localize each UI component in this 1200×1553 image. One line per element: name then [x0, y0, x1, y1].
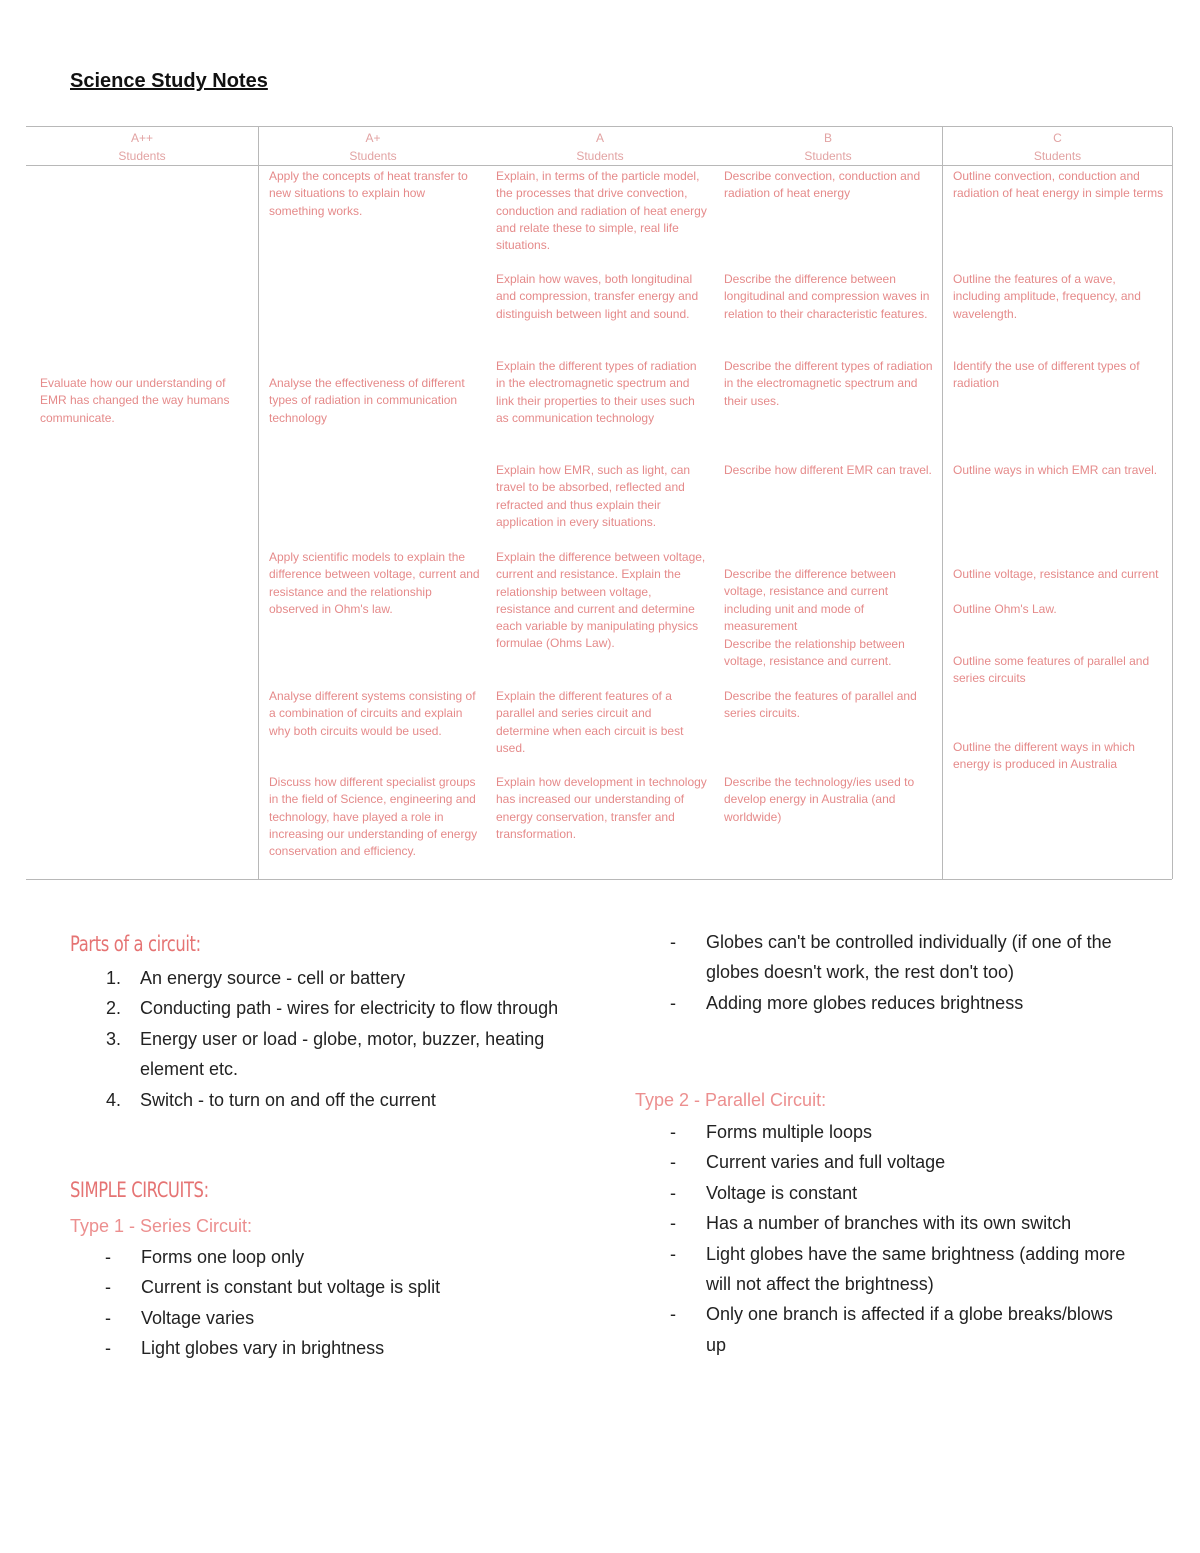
parallel-circuit-label: Type 2 - Parallel Circuit: — [635, 1090, 827, 1110]
rubric-cell: Outline voltage, resistance and current — [953, 567, 1159, 581]
rubric-cell: Outline Ohm's Law. — [953, 602, 1057, 616]
list-text: Voltage varies — [141, 1307, 255, 1328]
rubric-cell: Outline some features of parallel and series circuits — [953, 654, 1150, 686]
list-text: Energy user or load - globe, motor, buzzer, heating element etc. — [140, 1028, 545, 1080]
rubric-cell: Outline ways in which EMR can travel. — [953, 463, 1158, 477]
rubric-cell: Describe the difference between longitudinal and compression waves in relation to their characteristic features. — [724, 272, 930, 321]
rubric-cell: Explain how development in technology has increased our understanding of energy conservation, transfer and transformation. — [496, 775, 707, 841]
list-text: Current varies and full voltage — [706, 1152, 946, 1173]
rubric-table — [26, 126, 1172, 880]
dash-bullet: - — [670, 1243, 676, 1264]
list-text: Globes can't be controlled individually (if one of the globes doesn't work, the rest don't too) — [706, 932, 1112, 983]
list-item — [635, 1299, 1135, 1360]
list-text: Forms multiple loops — [706, 1122, 873, 1142]
series-list-continued — [635, 927, 1135, 1018]
list-text: An energy source - cell or battery — [140, 968, 406, 988]
rubric-cell: Apply the concepts of heat transfer to new situations to explain how something works. — [269, 169, 468, 218]
list-number: 1. — [106, 968, 122, 988]
list-text: Voltage is constant — [706, 1182, 858, 1203]
rubric-col-aplusplus — [26, 127, 258, 879]
list-number: 2. — [106, 998, 122, 1019]
list-number: 4. — [106, 1089, 122, 1110]
series-circuit-label: Type 1 - Series Circuit: — [70, 1216, 253, 1236]
list-item — [70, 993, 590, 1023]
list-text: Has a number of branches with its own switch — [706, 1213, 1072, 1234]
rubric-header-a — [486, 127, 714, 166]
rubric-cell: Analyse different systems consisting of a combination of circuits and explain why both circuits would be used. — [269, 689, 476, 738]
parts-heading: Parts of a circuit: — [70, 932, 201, 956]
simple-circuits-heading: SIMPLE CIRCUITS: — [70, 1178, 209, 1202]
list-item — [635, 1178, 1135, 1208]
rubric-col-c — [942, 127, 1173, 879]
rubric-cell: Describe the technology/ies used to develop energy in Australia (and worldwide) — [724, 775, 915, 824]
list-item — [635, 988, 1135, 1018]
header-sub: Students — [804, 149, 852, 163]
list-text: Switch - to turn on and off the current — [140, 1089, 436, 1110]
rubric-cell: Explain how waves, both longitudinal and compression, transfer energy and distinguish between light and sound. — [496, 272, 699, 321]
series-list — [70, 1242, 590, 1364]
list-item — [70, 1272, 590, 1302]
list-text: Only one branch is affected if a globe breaks/blows up — [706, 1304, 1113, 1355]
dash-bullet: - — [105, 1338, 111, 1359]
header-grade: A+ — [365, 131, 381, 145]
rubric-cell: Outline the features of a wave, including amplitude, frequency, and wavelength. — [953, 272, 1141, 321]
rubric-cell: Outline the different ways in which energy is produced in Australia — [953, 740, 1135, 772]
dash-bullet: - — [670, 1304, 676, 1325]
rubric-cell: Describe convection, conduction and radiation of heat energy — [724, 169, 921, 201]
rubric-cell: Explain the different features of a parallel and series circuit and determine when each circuit is best used. — [496, 689, 684, 755]
rubric-cell: Apply scientific models to explain the difference between voltage, current and resistance and the relationship observed in Ohm's law. — [269, 550, 480, 616]
rubric-cell: Explain how EMR, such as light, can travel to be absorbed, reflected and refracted and thus explain their application in every situations. — [496, 463, 691, 529]
dash-bullet: - — [670, 1213, 676, 1234]
rubric-col-a — [486, 127, 714, 879]
list-item — [70, 963, 590, 993]
dash-bullet: - — [670, 1182, 676, 1203]
rubric-cell: Describe the different types of radiation in the electromagnetic spectrum and their uses. — [724, 359, 933, 408]
rubric-col-aplus — [258, 127, 487, 879]
rubric-col-b — [714, 127, 942, 879]
dash-bullet: - — [670, 932, 676, 952]
rubric-cell: Outline convection, conduction and radiation of heat energy in simple terms — [953, 169, 1164, 201]
parallel-list — [635, 1117, 1135, 1360]
list-text: Light globes have the same brightness (adding more will not affect the brightness) — [706, 1243, 1126, 1295]
rubric-header-aplus — [259, 127, 487, 166]
header-grade: A++ — [130, 131, 154, 145]
rubric-cell: Discuss how different specialist groups in the field of Science, engineering and technology, have played a role in increasing our understanding of energy conservation and efficiency. — [269, 775, 478, 859]
parts-list — [70, 963, 590, 1115]
header-sub: Students — [576, 149, 624, 163]
list-number: 3. — [106, 1028, 122, 1049]
list-item — [635, 1147, 1135, 1177]
header-sub: Students — [1033, 149, 1082, 163]
dash-bullet: - — [105, 1277, 111, 1298]
page-title: Science Study Notes — [70, 70, 268, 92]
rubric-cell: Explain the difference between voltage, current and resistance. Explain the relationship between voltage, resistance and current and determine each variable by manipulating physics formulae (Ohms Law). — [496, 550, 706, 651]
list-item — [635, 1239, 1135, 1300]
rubric-cell: Explain the different types of radiation in the electromagnetic spectrum and link their properties to their uses such as communication technology — [496, 359, 697, 425]
header-grade: B — [823, 131, 832, 145]
rubric-cell: Evaluate how our understanding of EMR has changed the way humans communicate. — [40, 376, 230, 425]
list-text: Conducting path - wires for electricity to flow through — [140, 998, 559, 1019]
rubric-cell: Describe the features of parallel and series circuits. — [724, 689, 917, 721]
list-text: Light globes vary in brightness — [141, 1338, 385, 1359]
header-sub: Students — [349, 149, 397, 163]
header-sub: Students — [118, 149, 166, 163]
rubric-cell: Describe the relationship between voltage, resistance and current. — [724, 637, 905, 669]
list-text: Current is constant but voltage is split — [141, 1277, 441, 1298]
rubric-header-c — [943, 127, 1172, 166]
rubric-header-aplusplus — [26, 127, 258, 166]
list-item — [70, 1085, 590, 1115]
rubric-cell: Describe the difference between voltage, resistance and current including unit and mode of measurement — [724, 567, 896, 633]
list-item — [70, 1242, 590, 1272]
dash-bullet: - — [105, 1307, 111, 1328]
rubric-cell: Describe how different EMR can travel. — [724, 463, 932, 477]
list-item — [635, 1208, 1135, 1238]
list-item — [635, 1117, 1135, 1147]
list-item — [635, 927, 1135, 988]
list-item — [70, 1303, 590, 1333]
list-text: Adding more globes reduces brightness — [706, 992, 1024, 1013]
header-grade: A — [595, 131, 604, 145]
dash-bullet: - — [670, 1122, 676, 1142]
list-text: Forms one loop only — [141, 1247, 305, 1267]
list-item — [70, 1024, 590, 1085]
list-item — [70, 1333, 590, 1363]
rubric-cell: Identify the use of different types of radiation — [953, 359, 1140, 391]
rubric-header-b — [714, 127, 942, 166]
dash-bullet: - — [105, 1247, 111, 1267]
dash-bullet: - — [670, 1152, 676, 1173]
header-grade: C — [1053, 131, 1062, 145]
dash-bullet: - — [670, 992, 676, 1013]
rubric-cell: Analyse the effectiveness of different types of radiation in communication technology — [269, 376, 465, 425]
rubric-cell: Explain, in terms of the particle model, the processes that drive convection, conduction and radiation of heat energy and relate these to simple, real life situations. — [496, 169, 707, 253]
